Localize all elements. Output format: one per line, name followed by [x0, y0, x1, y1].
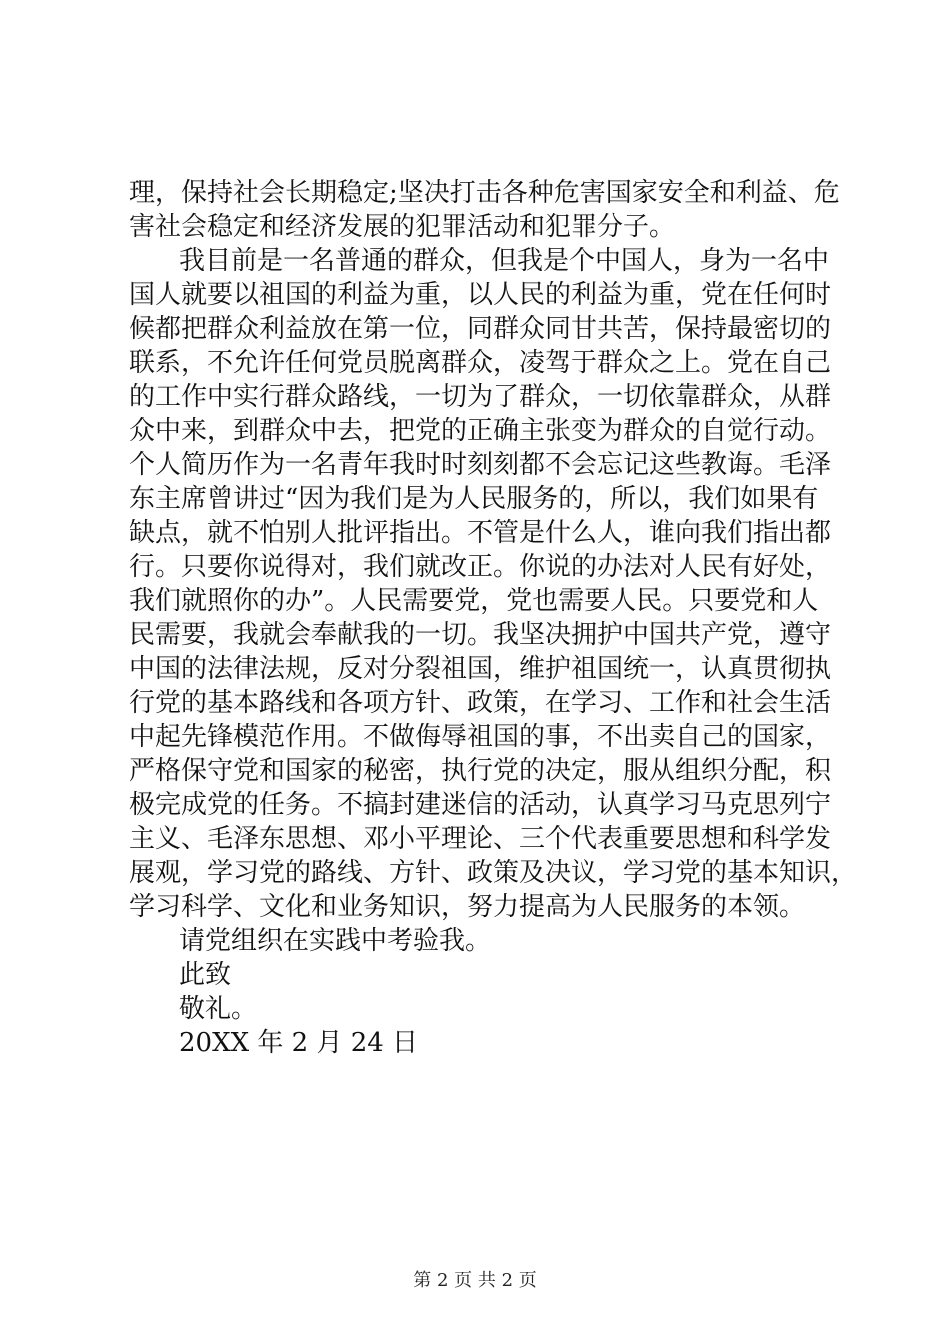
- text-line: 国人就要以祖国的利益为重，以人民的利益为重，党在任何时: [129, 280, 832, 310]
- text-line: 我们就照你的办”。人民需要党，党也需要人民。只要党和人: [129, 586, 819, 616]
- text-line: 行。只要你说得对，我们就改正。你说的办法对人民有好处，: [129, 552, 832, 582]
- text-line: 主义、毛泽东思想、邓小平理论、三个代表重要思想和科学发: [129, 824, 832, 854]
- text-line: 东主席曾讲过“因为我们是为人民服务的，所以，我们如果有: [129, 484, 819, 514]
- text-line: 严格保守党和国家的秘密，执行党的决定，服从组织分配，积: [129, 756, 832, 786]
- text-line: 个人简历作为一名青年我时时刻刻都不会忘记这些教诲。毛泽: [129, 450, 832, 480]
- text-line: 极完成党的任务。不搞封建迷信的活动，认真学习马克思列宁: [129, 790, 832, 820]
- salutation-jingli: 敬礼。: [179, 994, 258, 1024]
- text-line: 众中来，到群众中去，把党的正确主张变为群众的自觉行动。: [129, 416, 832, 446]
- text-line: 我目前是一名普通的群众，但我是个中国人，身为一名中: [179, 246, 830, 276]
- text-line: 联系，不允许任何党员脱离群众，凌驾于群众之上。党在自己: [129, 348, 832, 378]
- text-line: 中国的法律法规，反对分裂祖国，维护祖国统一，认真贯彻执: [129, 654, 832, 684]
- text-line: 候都把群众利益放在第一位，同群众同甘共苦，保持最密切的: [129, 314, 832, 344]
- closing-request: 请党组织在实践中考验我。: [179, 926, 492, 956]
- text-line: 缺点，就不怕别人批评指出。不管是什么人，谁向我们指出都: [129, 518, 832, 548]
- text-line: 的工作中实行群众路线，一切为了群众，一切依靠群众，从群: [129, 382, 832, 412]
- text-line: 民需要，我就会奉献我的一切。我坚决拥护中国共产党，遵守: [129, 620, 832, 650]
- text-line: 中起先锋模范作用。不做侮辱祖国的事，不出卖自己的国家，: [129, 722, 832, 752]
- text-line: 学习科学、文化和业务知识，努力提高为人民服务的本领。: [129, 892, 806, 922]
- letter-body: [129, 176, 858, 1060]
- page-number-footer: 第 2 页 共 2 页: [413, 1270, 537, 1291]
- text-line: 展观，学习党的路线、方针、政策及决议，学习党的基本知识，: [129, 858, 858, 888]
- text-line: 害社会稳定和经济发展的犯罪活动和犯罪分子。: [129, 212, 676, 242]
- text-line: 理，保持社会长期稳定;坚决打击各种危害国家安全和利益、危: [129, 178, 840, 208]
- letter-date: 20XX 年 2 月 24 日: [179, 1028, 419, 1058]
- salutation-cizhi: 此致: [179, 960, 232, 990]
- text-line: 行党的基本路线和各项方针、政策，在学习、工作和社会生活: [129, 688, 832, 718]
